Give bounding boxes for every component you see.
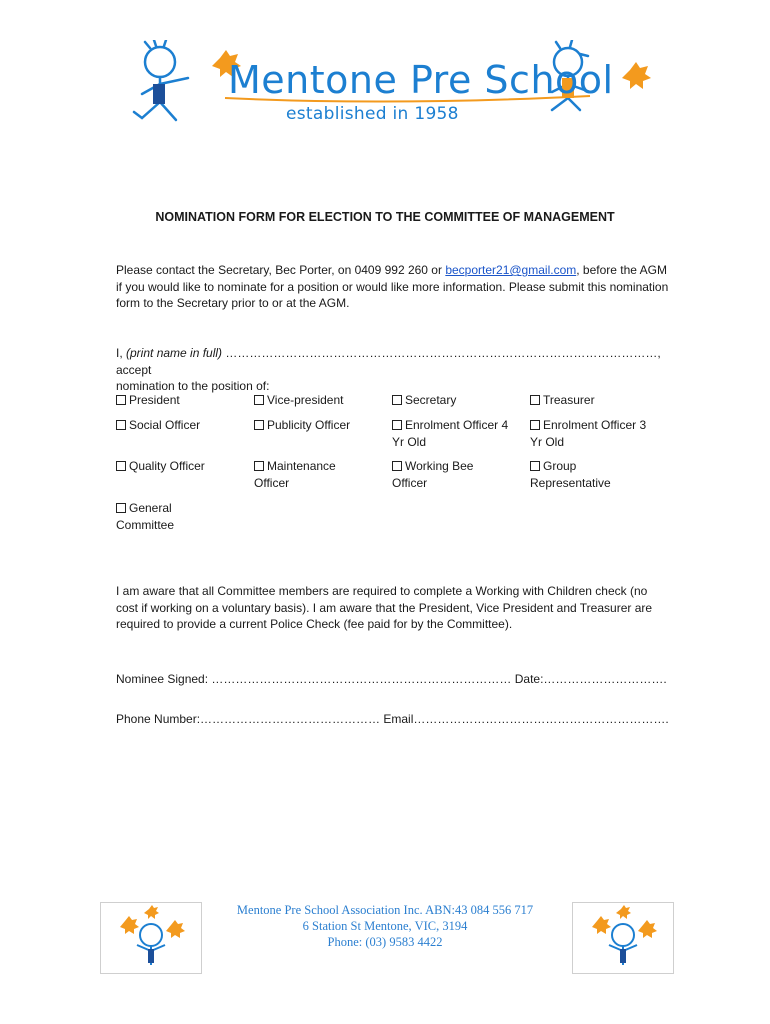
established-tagline: established in 1958 xyxy=(286,104,459,124)
position-option[interactable]: President xyxy=(116,392,246,409)
checkbox-icon[interactable] xyxy=(254,461,264,471)
name-blank-line[interactable]: ………………………………………………………………………………………………, accept xyxy=(116,346,661,377)
nominate-prefix: I, xyxy=(116,346,127,360)
scarf-icon xyxy=(153,84,165,104)
position-option[interactable]: Quality Officer xyxy=(116,458,246,475)
checkbox-icon[interactable] xyxy=(392,461,402,471)
footer-logo-left xyxy=(100,902,202,974)
leaf-icon-right xyxy=(622,62,651,89)
footer-address: 6 Station St Mentone, VIC, 3194 xyxy=(302,919,468,933)
position-option[interactable]: Enrolment Officer 3 Yr Old xyxy=(530,418,647,449)
intro-text-continued: , before the AGM if you would like to nominate for a position or would like more information. Please submit this nomination form to the Secretary prior to or at the AGM. xyxy=(116,263,669,310)
position-option[interactable]: Working Bee Officer xyxy=(392,459,474,490)
checkbox-icon[interactable] xyxy=(530,395,540,405)
email-link[interactable]: becporter21@gmail.com xyxy=(445,263,577,277)
checkbox-icon[interactable] xyxy=(392,395,402,405)
position-option[interactable]: Vice-president xyxy=(254,392,384,409)
checkbox-icon[interactable] xyxy=(116,461,126,471)
child-leaves-icon-right xyxy=(573,903,673,973)
form-title: NOMINATION FORM FOR ELECTION TO THE COMMITTEE OF MANAGEMENT xyxy=(155,210,615,224)
child-figure-left-icon xyxy=(134,40,188,120)
footer-phone: Phone: (03) 9583 4422 xyxy=(327,935,443,949)
checkbox-icon[interactable] xyxy=(116,420,126,430)
child-leaves-icon xyxy=(101,903,201,973)
awareness-paragraph: I am aware that all Committee members are required to complete a Working with Children check (no cost if working on a voluntary basis). I am aware that the President, Vice President and Treasurer are required to provide a current Police Check (fee paid for by the Committee). xyxy=(116,584,653,631)
nominate-suffix: nomination to the position of: xyxy=(116,379,270,393)
checkbox-icon[interactable] xyxy=(116,395,126,405)
position-option[interactable]: Secretary xyxy=(392,392,522,409)
footer-association: Mentone Pre School Association Inc. ABN:43 084 556 717 xyxy=(236,903,534,917)
school-name: Mentone Pre School xyxy=(228,58,614,102)
intro-paragraph xyxy=(116,262,676,312)
nomination-statement xyxy=(116,345,676,395)
footer-contact xyxy=(200,902,570,950)
nominee-signed-line[interactable]: Nominee Signed: ………………………………………………………………… Date:…………………………. xyxy=(116,672,667,686)
checkbox-icon[interactable] xyxy=(116,503,126,513)
checkbox-icon[interactable] xyxy=(392,420,402,430)
footer-logo-right xyxy=(572,902,674,974)
checkbox-icon[interactable] xyxy=(254,420,264,430)
position-option[interactable]: Treasurer xyxy=(530,392,660,409)
position-option[interactable]: Publicity Officer xyxy=(254,417,384,434)
checkbox-icon[interactable] xyxy=(530,420,540,430)
position-option[interactable]: Maintenance Officer xyxy=(254,459,336,490)
position-option[interactable]: Group Representative xyxy=(530,459,611,490)
position-option[interactable]: Social Officer xyxy=(116,417,246,434)
checkbox-icon[interactable] xyxy=(254,395,264,405)
position-option[interactable]: Enrolment Officer 4 Yr Old xyxy=(392,418,509,449)
phone-email-line[interactable]: Phone Number:……………………………………… Email………………………………………………………. xyxy=(116,712,669,726)
checkbox-icon[interactable] xyxy=(530,461,540,471)
print-name-hint: (print name in full) xyxy=(126,346,223,360)
intro-text: Please contact the Secretary, Bec Porter, on 0409 992 260 or xyxy=(116,263,446,277)
position-option[interactable]: General Committee xyxy=(116,501,175,532)
